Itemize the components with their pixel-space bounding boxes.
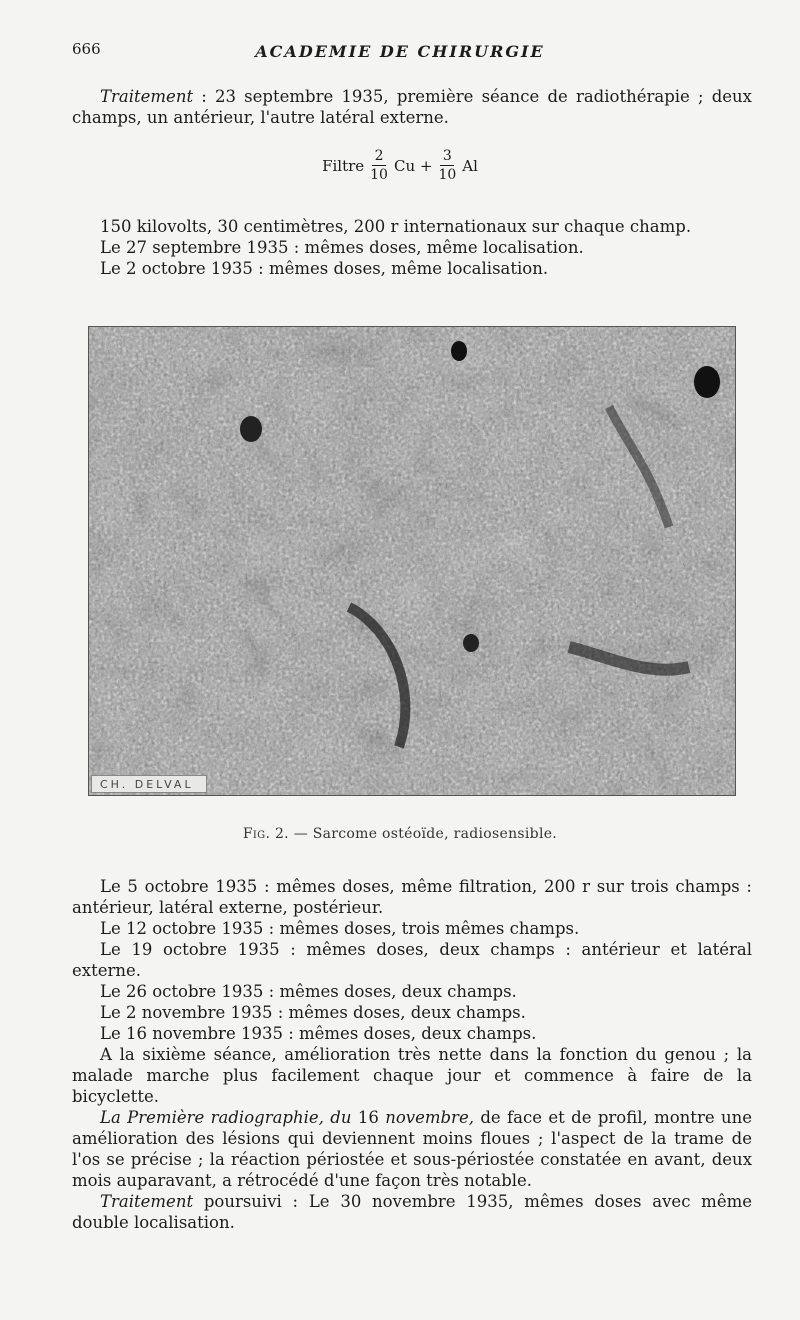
- fraction-copper: [370, 148, 388, 183]
- fraction-denominator: 10: [438, 167, 457, 183]
- micrograph-image: [89, 327, 735, 795]
- session-paragraph: Le 12 octobre 1935 : mêmes doses, trois mêmes champs.: [100, 919, 580, 938]
- running-head: ACADEMIE DE CHIRURGIE: [255, 42, 545, 61]
- caption-text: — Sarcome ostéoïde, radiosensible.: [288, 826, 558, 842]
- dose-line: Le 27 septembre 1935 : mêmes doses, même localisation.: [100, 238, 584, 257]
- fraction-bar: [440, 165, 454, 166]
- session-paragraph: Le 16 novembre 1935 : mêmes doses, deux champs.: [100, 1024, 537, 1043]
- formula-metal-copper: Cu +: [393, 156, 433, 175]
- formula-metal-aluminium: Al: [462, 156, 478, 175]
- micrograph-figure: [88, 326, 736, 796]
- continued-treatment-paragraph: [72, 1191, 752, 1233]
- session-paragraph: Le 2 novembre 1935 : mêmes doses, deux champs.: [100, 1003, 526, 1022]
- fraction-denominator: 10: [370, 167, 388, 183]
- session-paragraph: Le 26 octobre 1935 : mêmes doses, deux champs.: [100, 982, 517, 1001]
- radiography-paragraph: [72, 1107, 752, 1191]
- radiography-date-month: novembre,: [385, 1108, 474, 1127]
- session-paragraph: Le 5 octobre 1935 : mêmes doses, même filtration, 200 r sur trois champs : antérieur, latéral externe, postérieur.: [72, 877, 752, 917]
- photo-credit: CH. DELVAL: [91, 775, 207, 793]
- treatment-text: : 23 septembre 1935, première séance de radiothérapie ; deux champs, un antérieur, l'autre latéral externe.: [72, 87, 752, 127]
- fraction-numerator: 2: [374, 148, 384, 164]
- session-paragraph: A la sixième séance, amélioration très nette dans la fonction du genou ; la malade marche plus facilement chaque jour et commence à faire de la bicyclette.: [72, 1045, 752, 1106]
- dose-line: 150 kilovolts, 30 centimètres, 200 r internationaux sur chaque champ.: [100, 217, 692, 236]
- page-number: 666: [72, 40, 101, 58]
- fraction-bar: [372, 165, 386, 166]
- fraction-aluminium: [438, 148, 456, 183]
- caption-label: Fig. 2.: [242, 826, 289, 842]
- continued-text: poursuivi : Le 30 novembre 1935, mêmes doses avec même double localisation.: [72, 1192, 752, 1232]
- radiography-label: La Première radiographie, du: [100, 1108, 352, 1127]
- treatment-label: Traitement: [100, 87, 194, 106]
- figure-caption: [0, 826, 800, 842]
- session-paragraph: Le 19 octobre 1935 : mêmes doses, deux champs : antérieur et latéral externe.: [72, 940, 752, 980]
- filter-formula: [0, 148, 800, 183]
- continued-label: Traitement: [100, 1192, 194, 1211]
- dose-line: Le 2 octobre 1935 : mêmes doses, même localisation.: [100, 259, 549, 278]
- page-header: [0, 36, 800, 66]
- treatment-paragraph: [72, 86, 752, 128]
- radiography-date-number: 16: [351, 1108, 386, 1127]
- radiography-text: de face et de profil, montre une amélioration des lésions qui deviennent moins floues ; l'aspect de la trame de l'os se précise ; la réaction périostée et sous-périostée constatée en avant, deux mois auparavant, a rétrocédé d'une façon très notable.: [72, 1108, 752, 1190]
- fraction-numerator: 3: [442, 148, 452, 164]
- formula-word: Filtre: [322, 156, 365, 175]
